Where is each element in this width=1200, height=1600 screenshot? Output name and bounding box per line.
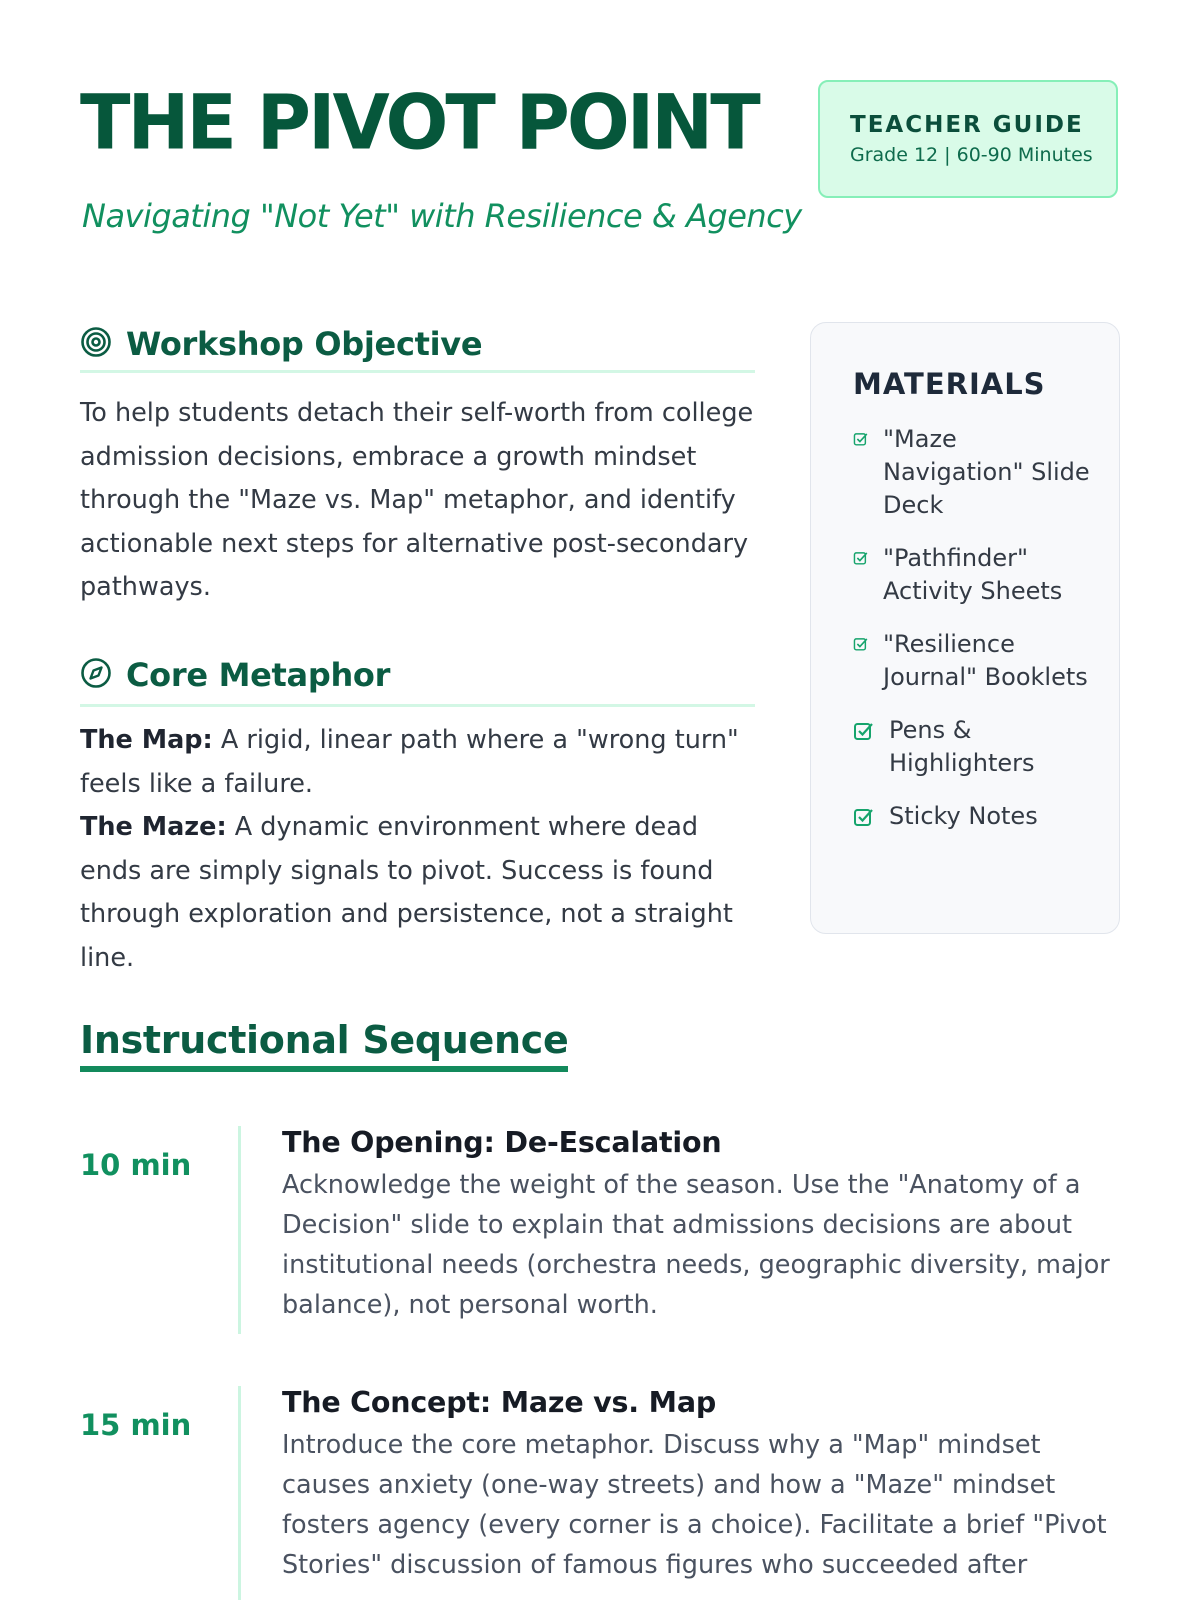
materials-item [853, 800, 1099, 837]
step-duration: 15 min [80, 1408, 192, 1442]
materials-item-label: Pens & Highlighters [889, 716, 1035, 777]
step-duration: 10 min [80, 1148, 192, 1182]
metaphor-heading [80, 646, 755, 707]
materials-item-label: "Resilience Journal" Booklets [883, 630, 1088, 691]
checkbox-icon [853, 628, 869, 661]
map-text: A rigid, linear path where a "wrong turn" feels like a failure. [80, 725, 739, 799]
badge-meta: Grade 12 | 60-90 Minutes [850, 144, 1093, 166]
objective-text: To help students detach their self-worth from college admission decisions, embrace a growth mindset through the "Maze vs. Map" metaphor, and identify actionable next steps for alternative post-secondary pathways. [80, 398, 754, 602]
timeline-rail [238, 1386, 241, 1600]
badge-label: TEACHER GUIDE [850, 112, 1084, 138]
maze-text: A dynamic environment where dead ends are simply signals to pivot. Success is found through exploration and persistence, not a straight line. [80, 812, 733, 973]
metaphor-text [80, 719, 760, 980]
timeline-rail [238, 1126, 241, 1334]
materials-item [853, 714, 1099, 780]
materials-item [853, 628, 1099, 694]
checkbox-icon [853, 542, 869, 575]
step-title: The Concept: Maze vs. Map [282, 1386, 717, 1419]
checkbox-icon [853, 800, 875, 837]
materials-item-label: Sticky Notes [889, 802, 1038, 830]
step-body [282, 1386, 1112, 1585]
materials-item [853, 423, 1099, 522]
target-icon [80, 326, 112, 362]
page-subtitle: Navigating "Not Yet" with Resilience & Agency [82, 197, 802, 235]
sequence-step [80, 1386, 1120, 1600]
sequence-heading: Instructional Sequence [80, 1018, 568, 1072]
checkbox-icon [853, 714, 875, 751]
step-body [282, 1126, 1112, 1325]
compass-icon [80, 657, 112, 693]
materials-item-label: "Maze Navigation" Slide Deck [883, 425, 1090, 519]
materials-item-label: "Pathfinder" Activity Sheets [883, 544, 1063, 605]
maze-label: The Maze: [80, 812, 227, 842]
page-title: THE PIVOT POINT [80, 79, 758, 167]
step-description: Introduce the core metaphor. Discuss why a "Map" mindset causes anxiety (one-way streets) and how a "Maze" mindset fosters agency (every corner is a choice). Facilitate a brief "Pivot Stories" discussion of famous figures who succeeded after [282, 1430, 1107, 1580]
materials-item [853, 542, 1099, 608]
step-title: The Opening: De-Escalation [282, 1126, 722, 1159]
map-label: The Map: [80, 725, 213, 755]
teacher-guide-badge [818, 80, 1118, 198]
objective-heading [80, 318, 755, 373]
sequence-step [80, 1126, 1120, 1336]
step-description: Acknowledge the weight of the season. Use the "Anatomy of a Decision" slide to explain that admissions decisions are about institutional needs (orchestra needs, geographic diversity, major balance), not personal worth. [282, 1170, 1110, 1320]
metaphor-heading-text: Core Metaphor [126, 656, 391, 694]
materials-panel [810, 322, 1120, 934]
materials-heading: MATERIALS [853, 367, 1046, 401]
materials-list [853, 423, 1099, 837]
checkbox-icon [853, 423, 869, 456]
objective-heading-text: Workshop Objective [126, 325, 483, 363]
